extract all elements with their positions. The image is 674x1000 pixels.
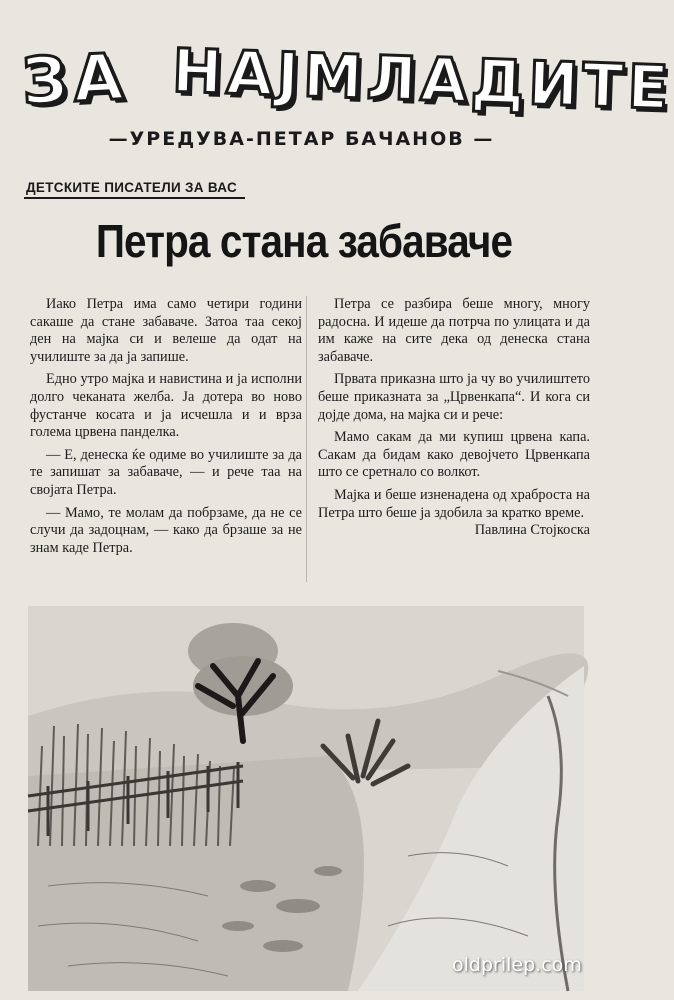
paragraph: — Мамо, те молам да побрзаме, да не се случи да задоцнам, — како да брзаше за не знам каде Петра. [30, 504, 302, 556]
masthead [20, 36, 674, 124]
watermark: oldprilep.com [452, 954, 582, 976]
editor-line: —УРЕДУВА-ПЕТАР БАЧАНОВ — [108, 128, 495, 150]
section-label: ДЕТСКИТЕ ПИСАТЕЛИ ЗА ВАС [24, 180, 245, 199]
paragraph: — Е, денеска ќе одиме во училиште за да те запишат за забаваче, — и рече таа на својата Петра. [30, 446, 302, 498]
paragraph: Иако Петра има само четири години сакаше да стане забаваче. Затоа таа секој ден на мајка си и велеше да одат на училиште за да ја запише. [30, 296, 302, 365]
masthead-word-1: ЗА [20, 40, 131, 120]
paragraph: Едно утро мајка и навистина и ја исполни долго чеканата желба. Ја дотера во ново фустанче косата и ја исчешла и и врза голема црвена панделка. [30, 371, 302, 441]
paragraph: Првата приказна што ја чу во училиштето беше приказната за „Црвенкапа“. И кога си дојде дома, на мајка си и рече: [318, 371, 590, 423]
paragraph: Мамо сакам да ми купиш црвена капа. Сакам да бидам како девојчето Црвенкапа што се сретнало со волкот. [318, 429, 590, 481]
article-column-left [30, 296, 302, 557]
article-headline: Петра стана забаваче [95, 215, 513, 267]
landscape-drawing [28, 606, 584, 991]
masthead-word-2: НАЈМЛАДИТЕ [170, 36, 674, 124]
paragraph: Мајка и беше изненадена од храброста на Петра што беше ја здобила за кратко време. [318, 486, 590, 521]
column-divider [306, 296, 307, 582]
illustration-landscape [28, 606, 584, 991]
article-column-right [318, 296, 590, 540]
paragraph: Петра се разбира беше многу, многу радосна. И идеше да потрча по улицата и да им каже на сите дека од денеска стана забаваче. [318, 296, 590, 365]
article-author: Павлина Стојкоска [474, 522, 590, 539]
